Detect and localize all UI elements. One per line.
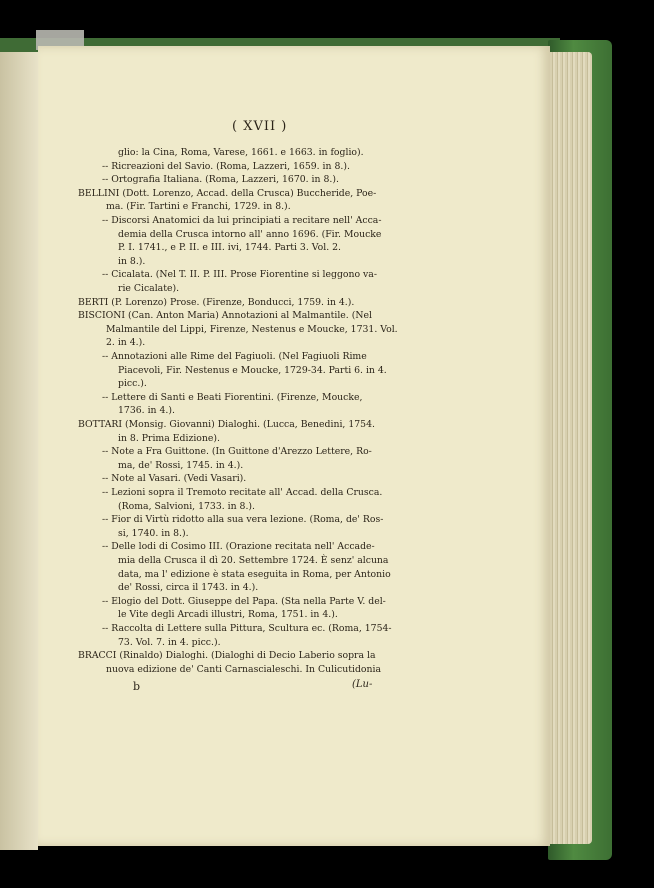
text-line: BERTI (P. Lorenzo) Prose. (Firenze, Bonducci, 1759. in 4.). [78, 296, 355, 308]
text-line: mia della Crusca il dì 20. Settembre 1724. È senz' alcuna [118, 555, 389, 566]
text-line: -- Discorsi Anatomici da lui principiati a recitare nell' Acca- [102, 215, 382, 226]
text-line: demia della Crusca intorno all' anno 1696. (Fir. Moucke [118, 228, 382, 240]
text-line: BELLINI (Dott. Lorenzo, Accad. della Crusca) Buccheride, Poe- [78, 187, 377, 199]
text-line: in 8.). [118, 255, 146, 267]
text-line: de' Rossi, circa il 1743. in 4.). [118, 582, 259, 594]
text-line: -- Lettere di Santi e Beati Fiorentini. (Firenze, Moucke, [102, 391, 363, 403]
text-line: -- Annotazioni alle Rime del Fagiuoli. (Nel Fagiuoli Rime [102, 351, 367, 362]
text-line: ma, de' Rossi, 1745. in 4.). [118, 459, 244, 471]
text-line: -- Raccolta di Lettere sulla Pittura, Scultura ec. (Roma, 1754- [102, 623, 392, 634]
text-line: -- Note a Fra Guittone. (In Guittone d'Arezzo Lettere, Ro- [102, 446, 372, 458]
text-line: 1736. in 4.). [118, 405, 175, 417]
signature-mark: b [133, 680, 141, 693]
text-line: -- Cicalata. (Nel T. II. P. III. Prose Fiorentine si leggono va- [102, 269, 377, 281]
text-line: BRACCI (Rinaldo) Dialoghi. (Dialoghi di Decio Laberio sopra la [78, 650, 376, 662]
catchword: (Lu- [352, 679, 373, 690]
text-line: -- Elogio del Dott. Giuseppe del Papa. (Sta nella Parte V. del- [102, 595, 386, 607]
text-line: in 8. Prima Edizione). [118, 432, 220, 444]
text-line: -- Ricreazioni del Savio. (Roma, Lazzeri, 1659. in 8.). [102, 160, 350, 172]
text-line: P. I. 1741., e P. II. e III. ivi, 1744. Parti 3. Vol. 2. [118, 242, 341, 254]
text-line: nuova edizione de' Canti Carnascialeschi. In Culicutidonia [106, 663, 382, 675]
text-line: Malmantile del Lippi, Firenze, Nestenus e Moucke, 1731. Vol. [106, 323, 398, 335]
text-line: data, ma l' edizione è stata eseguita in Roma, per Antonio [118, 568, 391, 580]
text-line: 73. Vol. 7. in 4. picc.). [118, 636, 221, 648]
text-line: -- Lezioni sopra il Tremoto recitate all' Accad. della Crusca. [102, 487, 383, 498]
text-line: picc.). [118, 378, 147, 390]
text-line: (Roma, Salvioni, 1733. in 8.). [118, 500, 256, 512]
page-number: ( XVII ) [232, 119, 288, 134]
text-line: rie Cicalate). [118, 283, 180, 294]
text-line: le Vite degli Arcadi illustri, Roma, 1751. in 4.). [118, 609, 338, 621]
text-line: glio: la Cina, Roma, Varese, 1661. e 1663. in foglio). [118, 147, 364, 158]
text-line: -- Delle lodi di Cosimo III. (Orazione recitata nell' Accade- [102, 541, 375, 553]
page-edges [550, 52, 592, 844]
left-page-edge [0, 50, 38, 850]
text-line: -- Note al Vasari. (Vedi Vasari). [102, 473, 247, 485]
text-line: -- Fior di Virtù ridotto alla sua vera lezione. (Roma, de' Ros- [102, 514, 384, 526]
text-line: BISCIONI (Can. Anton Maria) Annotazioni al Malmantile. (Nel [78, 310, 372, 322]
text-line: 2. in 4.). [106, 337, 146, 349]
text-line: BOTTARI (Monsig. Giovanni) Dialoghi. (Lucca, Benedini, 1754. [78, 419, 375, 430]
text-line: ma. (Fir. Tartini e Franchi, 1729. in 8.). [106, 201, 291, 213]
text-line: -- Ortografia Italiana. (Roma, Lazzeri, 1670. in 8.). [102, 174, 339, 186]
text-line: si, 1740. in 8.). [118, 527, 189, 539]
text-line: Piacevoli, Fir. Nestenus e Moucke, 1729-34. Parti 6. in 4. [118, 364, 387, 376]
